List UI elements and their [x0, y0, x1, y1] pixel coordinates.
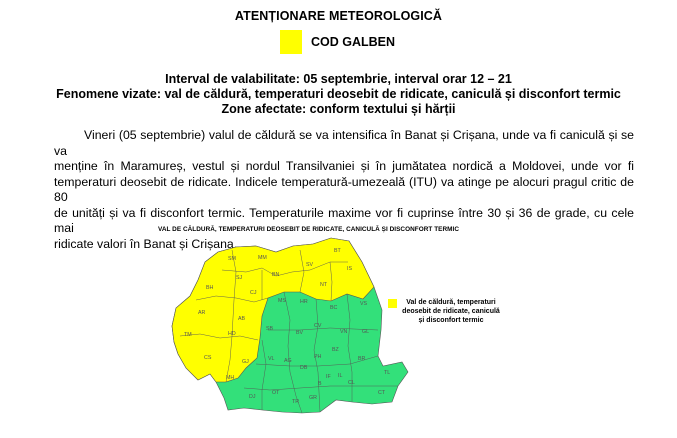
county-label: NT	[320, 282, 328, 288]
county-label: CJ	[250, 290, 257, 296]
county-label: DJ	[249, 394, 256, 400]
county-label: VS	[360, 301, 368, 307]
county-label: BC	[330, 305, 338, 311]
county-label: MM	[258, 255, 267, 261]
county-label: AG	[284, 358, 292, 364]
county-label: TM	[184, 332, 192, 338]
forecast-line: ridicate valori în Banat și Crișana.	[54, 236, 238, 251]
county-label: SV	[306, 262, 314, 268]
county-label: HR	[300, 299, 308, 305]
forecast-line: menține în Maramureș, vestul și nordul Transilvaniei și în jumătatea nordică a Moldovei, unde vor fi	[54, 159, 634, 173]
code-label: COD GALBEN	[311, 35, 396, 49]
county-label: PH	[314, 354, 322, 360]
county-label: OT	[272, 390, 280, 396]
county-label: CS	[204, 355, 212, 361]
map-legend	[400, 298, 502, 325]
county-label: BN	[272, 272, 280, 278]
county-label: CT	[378, 390, 386, 396]
validity-interval: Interval de valabilitate: 05 septembrie, interval orar 12 – 21	[165, 72, 512, 86]
county-label: GL	[362, 329, 370, 335]
forecast-line: Vineri (05 septembrie) valul de căldură se va intensifica în Banat și Crișana, unde va fi caniculă și se va	[54, 128, 634, 158]
legend-line: și disconfort termic	[418, 317, 484, 324]
forecast-line: temperaturi deosebit de ridicate. Indicele temperatură-umezeală (ITU) va atinge pe alocuri pragul critic de 80	[54, 174, 634, 204]
county-label: MS	[278, 298, 286, 304]
warning-title: ATENȚIONARE METEOROLOGICĂ	[234, 9, 443, 23]
county-label: BR	[358, 356, 366, 362]
county-label: IL	[338, 373, 343, 379]
county-label: GJ	[242, 359, 249, 365]
county-label: SB	[266, 326, 274, 332]
phenomena: Fenomene vizate: val de căldură, temperaturi deosebit de ridicate, caniculă și disconfort termic	[56, 87, 621, 101]
county-label: DB	[300, 365, 308, 371]
county-label: B	[318, 381, 322, 387]
county-label: MH	[226, 375, 235, 381]
county-label: BV	[296, 330, 304, 336]
county-label: CV	[314, 323, 322, 329]
county-label: BT	[334, 248, 341, 254]
county-label: CL	[348, 380, 355, 386]
legend-yellow-swatch	[388, 299, 397, 308]
affected-zones: Zone afectate: conform textului și hărții	[221, 102, 456, 116]
county-label: SM	[228, 256, 236, 262]
county-label: GR	[309, 395, 317, 401]
county-label: TR	[292, 399, 300, 405]
forecast-line: de unități și va fi disconfort termic. Temperaturile maxime vor fi cuprinse între 30 și 36 de grade, cu cele mai	[54, 205, 634, 235]
county-label: AB	[238, 316, 246, 322]
county-label: IF	[326, 374, 331, 380]
county-label: TL	[384, 370, 391, 376]
county-label: IS	[347, 266, 353, 272]
county-label: HD	[228, 331, 236, 337]
county-label: AR	[198, 310, 206, 316]
map-title: VAL DE CĂLDURĂ, TEMPERATURI DEOSEBIT DE RIDICATE, CANICULĂ ȘI DISCONFORT TERMIC	[158, 226, 459, 233]
county-label: BH	[206, 285, 214, 291]
legend-line: deosebit de ridicate, caniculă	[402, 308, 500, 315]
county-label: SJ	[236, 275, 243, 281]
county-label: BZ	[332, 347, 339, 353]
legend-line: Val de căldură, temperaturi	[406, 299, 496, 306]
county-label: VL	[268, 356, 275, 362]
county-label: VN	[340, 329, 348, 335]
